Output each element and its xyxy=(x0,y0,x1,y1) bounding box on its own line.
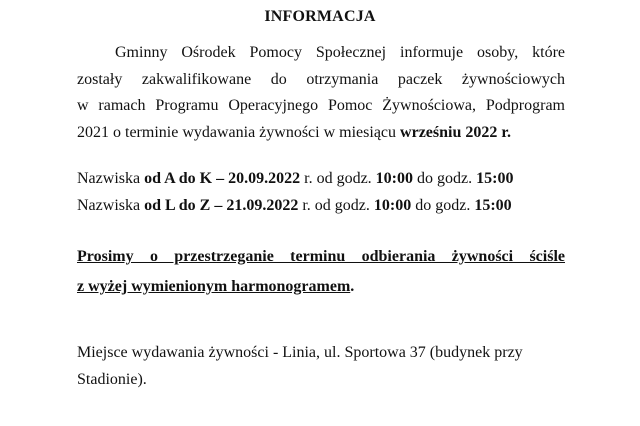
schedule-to-time: 15:00 xyxy=(476,170,514,187)
schedule-to-text: do godz. xyxy=(413,170,477,187)
intro-paragraph xyxy=(77,40,565,146)
schedule-range: od A do K – 20.09.2022 xyxy=(144,170,301,187)
schedule-to-text: do godz. xyxy=(411,196,475,214)
intro-line-1: Gminny Ośrodek Pomocy Społecznej informuje osoby, które xyxy=(115,44,565,61)
location-line-2: Stadionie). xyxy=(77,370,147,388)
schedule-to-time: 15:00 xyxy=(474,196,512,214)
schedule-from-time: 10:00 xyxy=(375,170,413,187)
schedule-from-text: r. od godz. xyxy=(298,196,374,214)
notice-line-2-text: z wyżej wymienionym harmonogramem xyxy=(77,278,351,295)
location-paragraph xyxy=(77,340,565,393)
schedule-prefix: Nazwiska xyxy=(77,170,145,187)
schedule-row-a-k xyxy=(77,166,565,193)
notice-line-2 xyxy=(77,272,565,302)
schedule-from-text: r. od godz. xyxy=(300,170,376,187)
notice-line-2-end: . xyxy=(350,278,355,295)
document-title: INFORMACJA xyxy=(264,8,376,25)
notice-line-1: Prosimy o przestrzeganie terminu odbierania żywności ściśle xyxy=(77,248,565,265)
intro-line-4 xyxy=(77,120,565,147)
intro-line-4-text: 2021 o terminie wydawania żywności w miesiącu xyxy=(77,123,401,141)
location-line-1: Miejsce wydawania żywności - Linia, ul. Sportowa 37 (budynek przy xyxy=(77,344,523,361)
intro-line-2: zostały zakwalifikowane do otrzymania paczek żywnościowych xyxy=(77,70,565,88)
distribution-month: wrześniu 2022 r. xyxy=(400,123,511,141)
intro-line-3: w ramach Programu Operacyjnego Pomoc Żywnościowa, Podprogram xyxy=(77,97,565,114)
notice-paragraph xyxy=(77,242,565,302)
schedule-from-time: 10:00 xyxy=(373,196,412,214)
schedule-list xyxy=(77,166,565,219)
schedule-range: od L do Z – 21.09.2022 xyxy=(144,196,299,214)
schedule-row-l-z xyxy=(77,193,565,220)
schedule-prefix: Nazwiska xyxy=(77,196,145,214)
